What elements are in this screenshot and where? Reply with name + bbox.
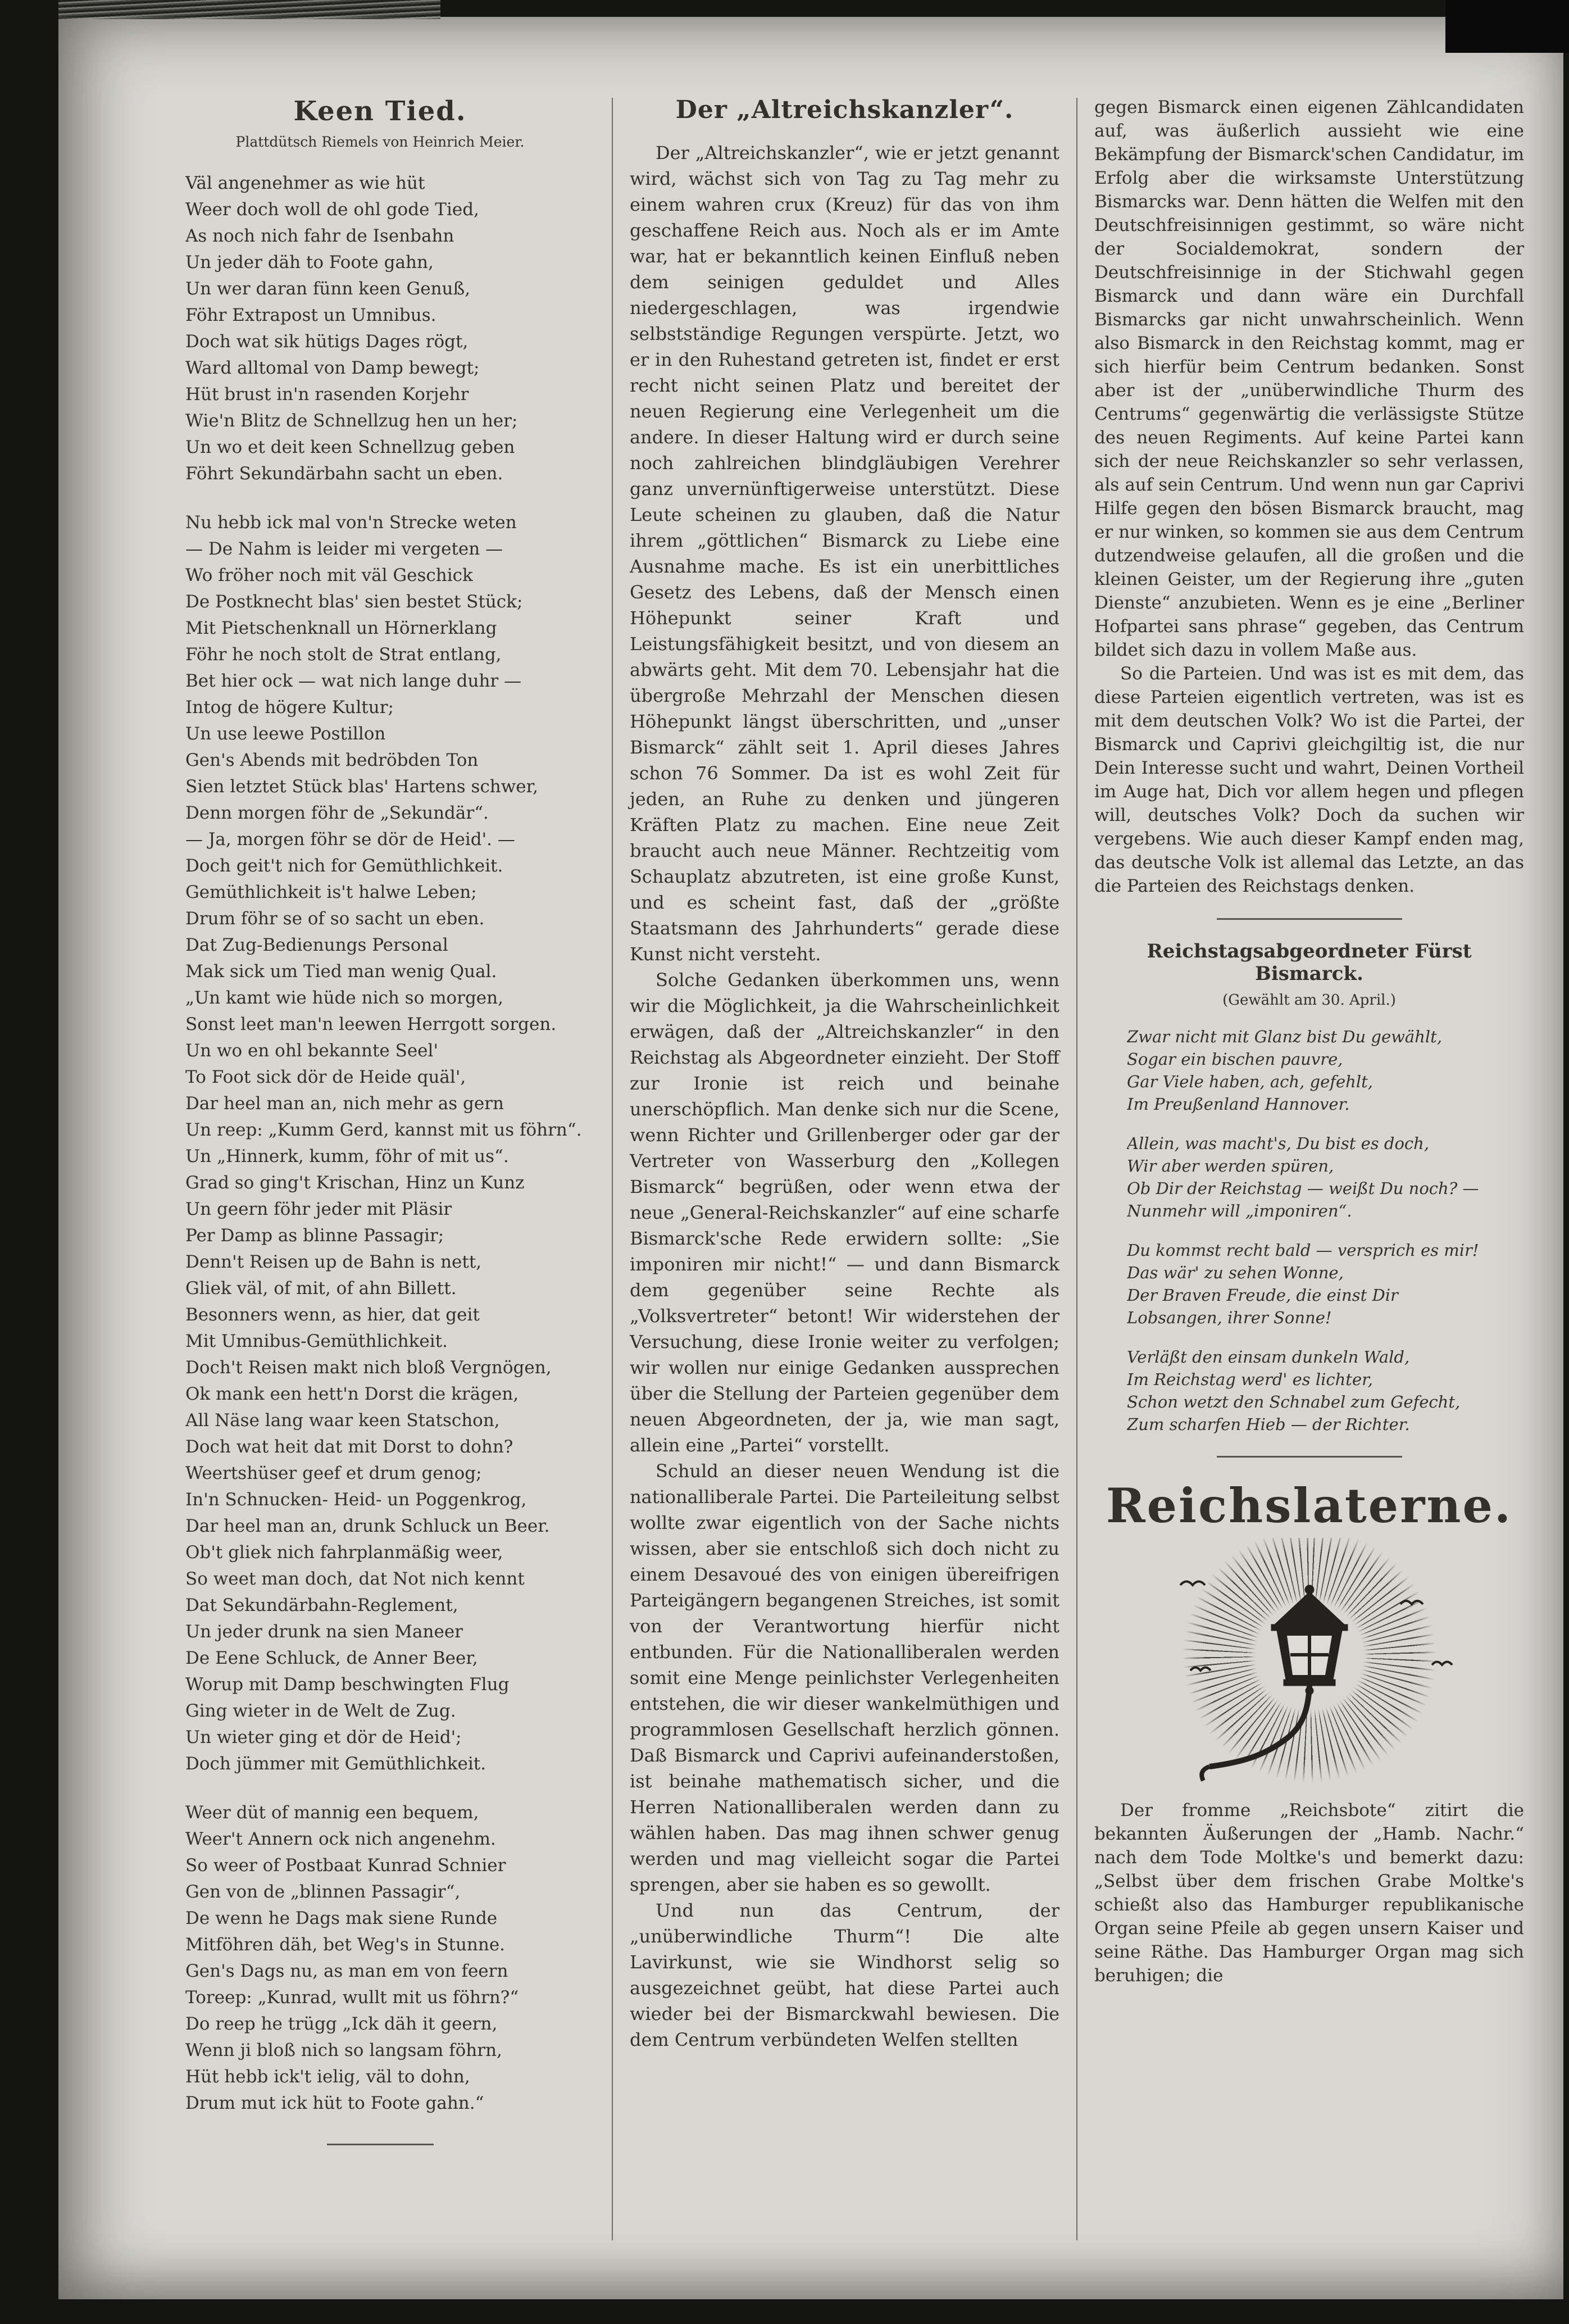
poem-line: Gemüthlichkeit is't halwe Leben;	[185, 882, 477, 902]
poem-line: Worup mit Damp beschwingten Flug	[185, 1674, 510, 1695]
column-poem	[165, 96, 595, 2240]
poem-line: Gen von de „blinnen Passagir“,	[185, 1882, 461, 1902]
poem-line: Sien letztet Stück blas' Hartens schwer,	[185, 777, 538, 797]
paragraph: Solche Gedanken überkommen uns, wenn wir die Möglichkeit, ja die Wahrscheinlichkeit erwägen, daß der „Altreichskanzler“ in den Reichstag als Abgeordneter einzieht. Der Stoff zur Ironie ist reich und beinahe unerschöpflich. Man denke sich nur die Scene, wenn Richter und Grillenberger oder gar der Vertreter von Wasserburg den „Kollegen Bismarck“ begrüßen, oder wenn etwa der neue „General-Reichskanzler“ auf eine scharfe Bismarck'sche Rede erwidern sollte: „Sie imponiren mir nicht!“ — und dann Bismarck dem gegenüber seine Rechte als „Volksvertreter“ betont! Wir widerstehen der Versuchung, diese Ironie weiter zu verfolgen; wir wollen nur einige Gedanken aussprechen über die Stellung der Parteien gegenüber dem neuen Abgeordneten, der ja, wie man sagt, allein eine „Partei“ vorstellt.	[630, 969, 1059, 1456]
poem-line: Hüt brust in'n rasenden Korjehr	[185, 384, 469, 405]
poem-line: Ob Dir der Reichstag — weißt Du noch? —	[1127, 1179, 1479, 1198]
reichslaterne-paragraph: Der fromme „Reichsbote“ zitirt die bekannten Äußerungen der „Hamb. Nachr.“ nach dem Tode Moltke's und bemerkt dazu: „Selbst über dem frischen Grabe Moltke's schießt also das Hamburger republikanische Organ seine Pfeile ab gegen unsern Kaiser und seine Räthe. Das Hamburger Organ mag sich beruhigen; die	[1094, 1800, 1524, 1986]
poem-line: Un wieter ging et dör de Heid';	[185, 1727, 462, 1747]
page-stack-edges	[58, 0, 440, 19]
poem-line: Doch geit't nich for Gemüthlichkeit.	[185, 856, 503, 876]
poem-subtitle: Plattdütsch Riemels von Heinrich Meier.	[235, 134, 525, 150]
poem-line: Grad so ging't Krischan, Hinz un Kunz	[185, 1173, 525, 1193]
poem-line: Gliek väl, of mit, of ahn Billett.	[185, 1278, 457, 1299]
page-content	[165, 96, 1524, 2240]
poem-line: Sogar ein bischen pauvre,	[1127, 1050, 1343, 1069]
poem-line: Wenn ji bloß nich so langsam föhrn,	[185, 2040, 502, 2060]
bismarck-poem-title: Reichstagsabgeordneter Fürst Bismarck.	[1147, 940, 1472, 985]
paragraph: gegen Bismarck einen eigenen Zählcandidaten auf, was äußerlich aussieht wie eine Bekämpfung der Bismarck'schen Candidatur, im Erfolg aber die wirksamste Unterstützung Bismarcks war. Denn hätten die Welfen mit den Deutschfreisinnigen gestimmt, so wäre nicht der Socialdemokrat, sondern der Deutschfreisinnige in der Stichwahl gegen Bismarck und dann wäre ein Durchfall Bismarcks gar nicht unwahrscheinlich. Wenn also Bismarck in den Reichstag kommt, mag er sich hierfür beim Centrum bedanken. Sonst aber ist der „unüberwindliche Thurm des Centrums“ gegenwärtig die verlässigste Stütze des neuen Regiments. Auf keine Partei kann sich der neue Reichskanzler so sehr verlassen, als auf sein Centrum. Und wenn nun gar Caprivi Hilfe gegen den bösen Bismarck braucht, mag er nur winken, so kommen sie aus dem Centrum dutzendweise gelaufen, all die großen und die kleinen Geister, um der Regierung ihre „guten Dienste“ anzubieten. Wenn es je eine „Berliner Hofpartei sans phrase“ gegeben, das Centrum bildet sich dazu in vollem Maße aus.	[1094, 97, 1524, 660]
poem-line: Wie'n Blitz de Schnellzug hen un her;	[185, 411, 518, 431]
paragraph: Und nun das Centrum, der „unüberwindliche Thurm“! Die alte Lavirkunst, wie sie Windhorst selig so ausgezeichnet geübt, hat diese Partei auch wieder bei der Bismarckwahl bewiesen. Die dem Centrum verbündeten Welfen stellten	[630, 1900, 1059, 2050]
poem-line: Gen's Abends mit bedröbden Ton	[185, 750, 479, 770]
poem-line: Gar Viele haben, ach, gefehlt,	[1127, 1072, 1373, 1091]
poem-line: De wenn he Dags mak siene Runde	[185, 1908, 498, 1928]
poem-line: Doch wat sik hütigs Dages rögt,	[185, 332, 469, 352]
poem-line: Un use leewe Postillon	[185, 724, 386, 744]
poem-line: Föhr Extrapost un Umnibus.	[185, 305, 436, 325]
poem-stanza	[1127, 1239, 1524, 1329]
poem-stanza	[185, 1800, 595, 2117]
poem-line: Un wo et deit keen Schnellzug geben	[185, 437, 515, 457]
poem-line: Sonst leet man'n leewen Herrgott sorgen.	[185, 1014, 557, 1034]
poem-line: Un „Hinnerk, kumm, föhr of mit us“.	[185, 1146, 509, 1166]
poem-line: Im Preußenland Hannover.	[1127, 1095, 1350, 1114]
poem-line: Mitföhren däh, bet Weg's in Stunne.	[185, 1935, 506, 1955]
poem-line: Verläßt den einsam dunkeln Wald,	[1127, 1347, 1410, 1367]
poem-line: Bet hier ock — wat nich lange duhr —	[185, 671, 522, 691]
section-rule	[1217, 918, 1402, 920]
poem-line: Wo fröher noch mit väl Geschick	[185, 565, 473, 585]
poem-line: So weer of Postbaat Kunrad Schnier	[185, 1855, 506, 1876]
poem-line: Un reep: „Kumm Gerd, kannst mit us föhrn“.	[185, 1120, 582, 1140]
poem-line: Im Reichstag werd' es lichter,	[1127, 1370, 1374, 1389]
poem-line: Ok mank een hett'n Dorst die krägen,	[185, 1384, 519, 1404]
poem-line: Weer't Annern ock nich angenehm.	[185, 1829, 496, 1849]
poem-stanza	[1127, 1346, 1524, 1436]
scan-corner-dark	[1445, 0, 1569, 53]
column-divider	[1076, 98, 1077, 2240]
poem-line: As noch nich fahr de Isenbahn	[185, 226, 454, 246]
poem-stanza	[185, 510, 595, 1777]
poem-line: Un wo en ohl bekannte Seel'	[185, 1041, 438, 1061]
poem-line: Ward alltomal von Damp bewegt;	[185, 358, 480, 378]
poem-line: Weer düt of mannig een bequem,	[185, 1803, 479, 1823]
poem-stanza	[185, 170, 595, 487]
column-article	[630, 96, 1059, 2240]
reichslaterne-body	[1094, 1799, 1524, 1987]
poem-line: Un geern föhr jeder mit Pläsir	[185, 1199, 452, 1219]
bismarck-poem-body	[1094, 1025, 1524, 1436]
poem-line: Mit Umnibus-Gemüthlichkeit.	[185, 1331, 448, 1351]
poem-line: All Näse lang waar keen Statschon,	[185, 1410, 500, 1431]
poem-body	[165, 170, 595, 2117]
poem-line: In'n Schnucken- Heid- un Poggenkrog,	[185, 1490, 527, 1510]
poem-line: Dat Zug-Bedienungs Personal	[185, 935, 448, 955]
poem-line: Väl angenehmer as wie hüt	[185, 173, 425, 193]
poem-line: Lobsangen, ihrer Sonne!	[1127, 1308, 1332, 1327]
poem-line: „Un kamt wie hüde nich so morgen,	[185, 988, 503, 1008]
poem-line: Doch't Reisen makt nich bloß Vergnögen,	[185, 1358, 552, 1378]
poem-line: Nunmehr will „imponiren“.	[1127, 1201, 1352, 1220]
poem-line: De Eene Schluck, de Anner Beer,	[185, 1648, 478, 1668]
lantern-illustration	[1124, 1538, 1495, 1789]
poem-line: Ging wieter in de Welt de Zug.	[185, 1701, 456, 1721]
lantern-icon	[1124, 1538, 1495, 1789]
poem-line: Nu hebb ick mal von'n Strecke weten	[185, 512, 517, 533]
poem-line: Das wär' zu sehen Wonne,	[1127, 1263, 1344, 1282]
paragraph: Schuld an dieser neuen Wendung ist die nationalliberale Partei. Die Parteileitung selbst wollte zwar eigentlich von der Sache nichts wissen, aber sie entschloß sich doch nicht zu einem Desavoué des von einigen übereifrigen Parteigängern begangenen Streiches, ist somit von der Verantwortung hierfür nicht entbunden. Für die Nationalliberalen werden somit eine Menge peinlichster Verlegenheiten entstehen, die wir dieser wankelmüthigen und programmlosen Gesellschaft herzlich gönnen. Daß Bismarck und Caprivi aufeinanderstoßen, ist beinahe mathematisch sicher, und die Herren Nationalliberalen werden dann zu wählen haben. Das mag ihnen schwer genug werden und mag vielleicht sogar die Partei sprengen, aber sie haben es so gewollt.	[630, 1460, 1059, 1895]
poem-line: Un wer daran fünn keen Genuß,	[185, 279, 471, 299]
section-rule	[1217, 1456, 1402, 1458]
poem-line: Drum föhr se of so sacht un eben.	[185, 909, 485, 929]
poem-line: Wir aber werden spüren,	[1127, 1156, 1334, 1175]
poem-line: Zum scharfen Hieb — der Richter.	[1127, 1415, 1410, 1434]
poem-line: Dar heel man an, drunk Schluck un Beer.	[185, 1516, 550, 1536]
article-body	[630, 140, 1059, 2053]
poem-line: Zwar nicht mit Glanz bist Du gewählt,	[1127, 1027, 1443, 1046]
poem-line: So weet man doch, dat Not nich kennt	[185, 1569, 525, 1589]
poem-line: Der Braven Freude, die einst Dir	[1127, 1286, 1398, 1305]
poem-line: Denn't Reisen up de Bahn is nett,	[185, 1252, 482, 1272]
paragraph: So die Parteien. Und was ist es mit dem, das diese Parteien eigentlich vertreten, was ist es mit dem deutschen Volk? Wo ist die Partei, der Bismarck und Caprivi gleichgiltig ist, die nur Dein Interesse sucht und wahrt, Deinen Vortheil im Auge hat, Dich vor allem hegen und pflegen will, deutsches Volk? Doch da suchen wir vergebens. Wie auch dieser Kampf enden mag, das deutsche Volk ist allemal das Letzte, an das die Parteien des Reichstags denken.	[1094, 664, 1524, 896]
poem-line: Besonners wenn, as hier, dat geit	[185, 1305, 480, 1325]
poem-line: Weer doch woll de ohl gode Tied,	[185, 199, 479, 220]
poem-line: De Postknecht blas' sien bestet Stück;	[185, 592, 523, 612]
bismarck-poem-subtitle: (Gewählt am 30. April.)	[1222, 992, 1396, 1009]
poem-line: Do reep he trügg „Ick däh it geern,	[185, 2014, 498, 2034]
poem-line: Un jeder drunk na sien Maneer	[185, 1622, 463, 1642]
reichslaterne-title: Reichslaterne.	[1106, 1478, 1513, 1533]
newspaper-page	[58, 17, 1563, 2299]
poem-line: Denn morgen föhr de „Sekundär“.	[185, 803, 489, 823]
poem-line: Du kommst recht bald — versprich es mir!	[1127, 1241, 1479, 1260]
poem-line: Föhr he noch stolt de Strat entlang,	[185, 644, 502, 665]
poem-stanza	[1127, 1025, 1524, 1115]
poem-line: Dat Sekundärbahn-Reglement,	[185, 1595, 458, 1615]
poem-line: Doch wat heit dat mit Dorst to dohn?	[185, 1437, 513, 1457]
poem-line: Drum mut ick hüt to Foote gahn.“	[185, 2093, 484, 2113]
poem-line: — De Nahm is leider mi vergeten —	[185, 539, 503, 559]
section-rule	[327, 2144, 434, 2145]
poem-line: Ob't gliek nich fahrplanmäßig weer,	[185, 1542, 503, 1563]
paragraph: Der „Altreichskanzler“, wie er jetzt genannt wird, wächst sich von Tag zu Tag mehr zu einem wahren crux (Kreuz) für das von ihm geschaffene Reich aus. Noch als er im Amte war, hat er bekanntlich keinen Einfluß neben dem seinigen geduldet und Alles niedergeschlagen, was irgendwie selbstständige Regungen verspürte. Jetzt, wo er in den Ruhestand getreten ist, findet er erst recht nicht seinen Platz und bereitet der neuen Regierung eine Verlegenheit um die andere. In dieser Haltung wird er durch seine noch zahlreichen blindgläubigen Verehrer ganz unvernünftigerweise unterstützt. Diese Leute scheinen zu glauben, daß die Natur ihrem „göttlichen“ Bismarck zu Liebe eine Ausnahme mache. Es ist ein unerbittliches Gesetz des Lebens, daß der Mensch einen Höhepunkt seiner Kraft und Leistungsfähigkeit besitzt, und von diesem an abwärts geht. Mit dem 70. Lebensjahr hat die übergroße Mehrzahl der Menschen diesen Höhepunkt längst überschritten, und „unser Bismarck“ zählt seit 1. April dieses Jahres schon 76 Sommer. Da ist es wohl Zeit für jeden, an Ruhe zu denken und jüngeren Kräften Platz zu machen. Eine neue Zeit braucht auch neue Männer. Rechtzeitig vom Schauplatz abzutreten, ist eine große Kunst, und es scheint fast, daß der „größte Staatsmann des Jahrhunderts“ gerade diese Kunst nicht versteht.	[630, 142, 1059, 965]
poem-line: — Ja, morgen föhr se dör de Heid'. —	[185, 829, 515, 850]
poem-line: Gen's Dags nu, as man em von feern	[185, 1961, 508, 1981]
poem-line: Mak sick um Tied man wenig Qual.	[185, 961, 497, 982]
poem-title: Keen Tied.	[293, 96, 467, 127]
poem-line: Schon wetzt den Schnabel zum Gefecht,	[1127, 1392, 1461, 1411]
poem-line: To Foot sick dör de Heide quäl',	[185, 1067, 466, 1087]
column-divider	[612, 98, 613, 2240]
poem-line: Dar heel man an, nich mehr as gern	[185, 1093, 504, 1114]
poem-line: Allein, was macht's, Du bist es doch,	[1127, 1134, 1430, 1153]
poem-line: Toreep: „Kunrad, wullt mit us föhrn?“	[185, 1987, 519, 2008]
poem-line: Mit Pietschenknall un Hörnerklang	[185, 618, 497, 638]
article-title: Der „Altreichskanzler“.	[675, 96, 1014, 124]
poem-stanza	[1127, 1132, 1524, 1222]
column-mixed	[1094, 96, 1524, 2240]
article-continuation	[1094, 96, 1524, 898]
poem-line: Un jeder däh to Foote gahn,	[185, 252, 434, 273]
poem-line: Doch jümmer mit Gemüthlichkeit.	[185, 1754, 486, 1774]
poem-line: Föhrt Sekundärbahn sacht un eben.	[185, 464, 503, 484]
poem-line: Intog de högere Kultur;	[185, 697, 394, 718]
poem-line: Weertshüser geef et drum genog;	[185, 1463, 482, 1483]
poem-line: Per Damp as blinne Passagir;	[185, 1225, 444, 1246]
poem-line: Hüt hebb ick't ielig, väl to dohn,	[185, 2067, 470, 2087]
